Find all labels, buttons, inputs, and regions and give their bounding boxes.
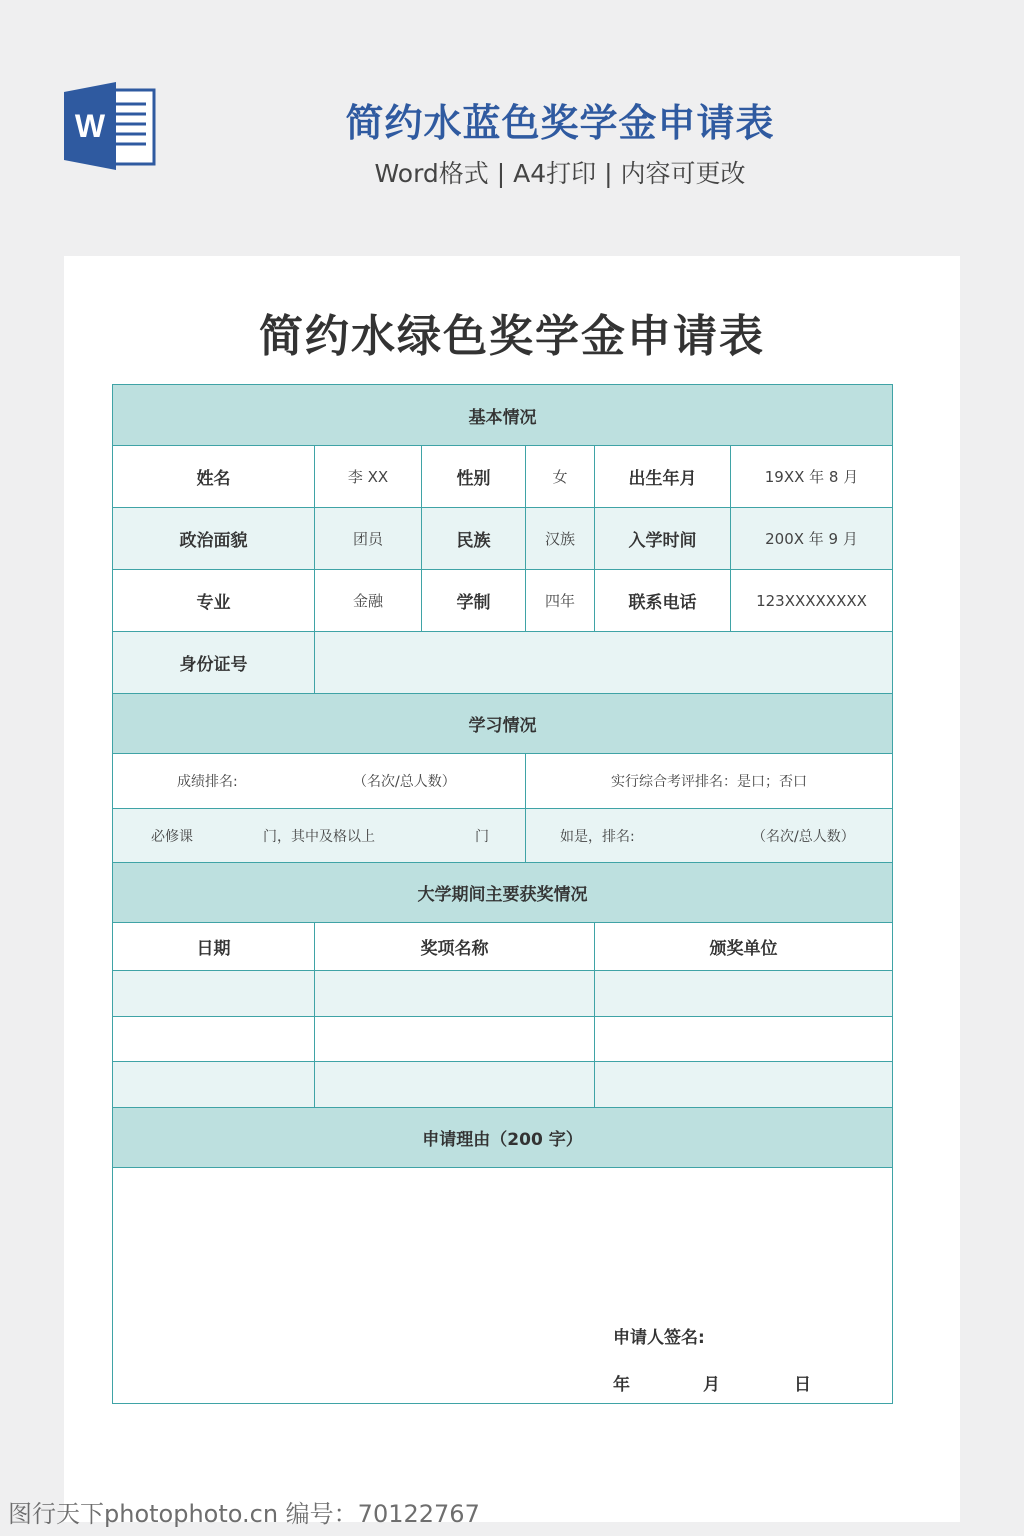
award-issuer-cell[interactable] (595, 1017, 892, 1061)
table-row (113, 971, 892, 1017)
award-name-cell[interactable] (315, 1062, 595, 1107)
section-reason (113, 1108, 892, 1168)
ethnicity-label: 民族 (422, 508, 526, 569)
award-name-cell[interactable] (315, 1017, 595, 1061)
svg-text:W: W (74, 108, 106, 144)
table-row (113, 632, 892, 694)
award-name-cell[interactable] (315, 971, 595, 1016)
if-rank-label: 如是，排名: (560, 828, 635, 845)
phone-label: 联系电话 (595, 570, 731, 631)
required-middle: 门，其中及格以上 (263, 828, 375, 845)
birth-value[interactable]: 19XX 年 8 月 (764, 468, 859, 486)
table-row (113, 1062, 892, 1108)
date-year: 年 (613, 1375, 630, 1395)
id-value[interactable] (315, 632, 892, 693)
required-label: 必修课 (151, 828, 193, 845)
rank-hint: （名次/总人数） (353, 774, 456, 790)
ethnicity-value[interactable]: 汉族 (526, 508, 595, 569)
award-issuer-cell[interactable] (595, 1062, 892, 1107)
section-basic-label: 基本情况 (468, 407, 537, 428)
required-cell[interactable] (113, 809, 526, 862)
word-icon (64, 82, 156, 170)
section-basic (113, 385, 892, 446)
rank-label: 成绩排名: (177, 774, 238, 790)
award-date-cell[interactable] (113, 971, 315, 1016)
signature-label: 申请人签名: (613, 1328, 705, 1348)
col-award-name: 奖项名称 (315, 923, 595, 970)
if-rank-hint: （名次/总人数） (752, 828, 855, 845)
table-row (113, 754, 892, 809)
table-row (113, 1017, 892, 1062)
politics-value[interactable]: 团员 (315, 508, 422, 569)
name-value[interactable]: 李 XX (315, 446, 422, 507)
eval-text[interactable]: 实行综合考评排名：是口；否口 (611, 774, 807, 790)
enroll-label: 入学时间 (595, 508, 731, 569)
name-label: 姓名 (113, 446, 315, 507)
gender-value[interactable]: 女 (526, 446, 595, 507)
section-study-label: 学习情况 (468, 716, 537, 736)
birth-label: 出生年月 (595, 446, 731, 507)
if-rank-cell[interactable] (526, 809, 892, 862)
col-issuer: 颁奖单位 (709, 939, 778, 959)
enroll-value[interactable]: 200X 年 9 月 (765, 530, 858, 548)
major-value[interactable]: 金融 (315, 570, 422, 631)
award-issuer-cell[interactable] (595, 971, 892, 1016)
phone-value[interactable]: 123XXXXXXXX (756, 591, 867, 610)
section-reason-label: 申请理由（200 字） (422, 1130, 583, 1150)
section-awards-label: 大学期间主要获奖情况 (417, 885, 588, 905)
document-title: 简约水绿色奖学金申请表 (259, 311, 765, 362)
duration-value[interactable]: 四年 (526, 570, 595, 631)
reason-body[interactable] (113, 1168, 892, 1403)
watermark: 图行天下photophoto.cn 编号：70122767 (8, 1500, 480, 1528)
page-subtitle: Word格式 | A4打印 | 内容可更改 (374, 159, 746, 188)
section-awards (113, 863, 892, 923)
table-header-row (113, 923, 892, 971)
date-month: 月 (703, 1375, 720, 1395)
table-row (113, 570, 892, 632)
table-row (113, 809, 892, 863)
politics-label: 政治面貌 (113, 508, 315, 569)
required-unit: 门 (475, 828, 489, 845)
rank-cell[interactable] (113, 754, 526, 808)
major-label: 专业 (113, 570, 315, 631)
award-date-cell[interactable] (113, 1017, 315, 1061)
id-label: 身份证号 (113, 632, 315, 693)
award-date-cell[interactable] (113, 1062, 315, 1107)
section-study (113, 694, 892, 754)
table-row (113, 446, 892, 508)
date-day: 日 (794, 1375, 811, 1395)
application-form (112, 384, 893, 1404)
document-page (64, 256, 960, 1522)
table-row (113, 508, 892, 570)
duration-label: 学制 (422, 570, 526, 631)
col-date: 日期 (113, 923, 315, 970)
gender-label: 性别 (422, 446, 526, 507)
page-title: 简约水蓝色奖学金申请表 (345, 101, 775, 145)
